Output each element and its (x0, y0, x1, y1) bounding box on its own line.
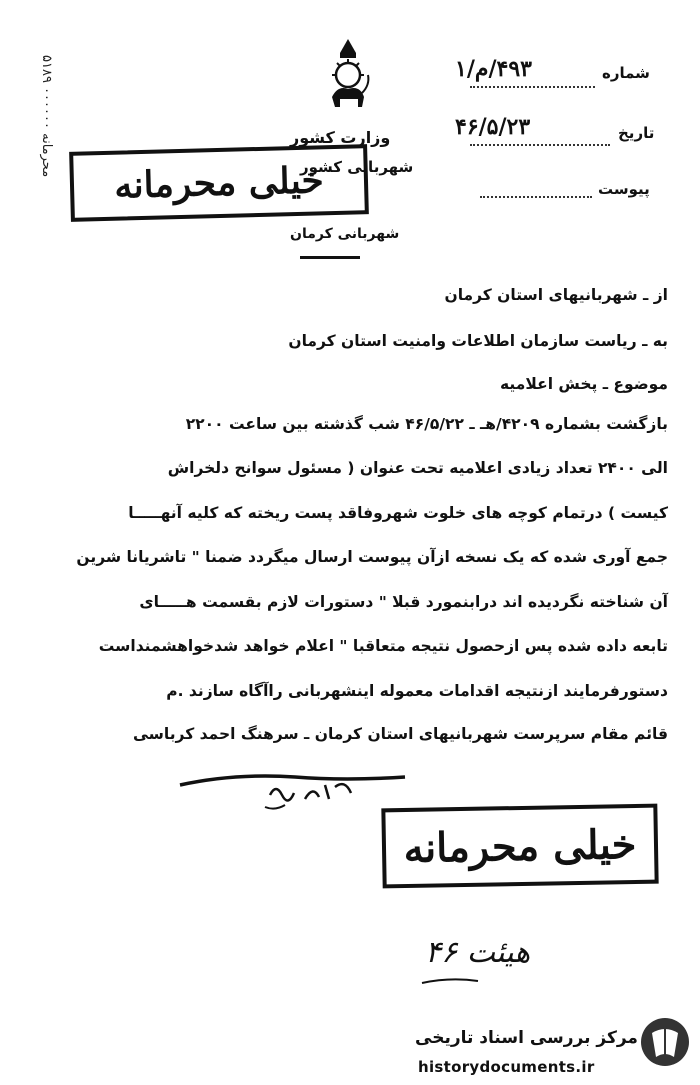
date-value: ۴۶/۵/۲۳ (455, 114, 531, 140)
department-name: شهربانی کشور (300, 158, 414, 176)
number-value: ۴۹۳/م/۱ (455, 56, 532, 82)
signature-mark (175, 755, 415, 815)
city-police-name: شهربانی کرمان (290, 226, 400, 242)
body-line: تابعه داده شده پس ازحصول نتیجه متعاقبا " اعلام خواهد شدخواهشمنداست (98, 637, 668, 655)
number-line (470, 84, 595, 88)
attachment-label: پیوست (598, 180, 650, 198)
body-line: آن شناخته نگردیده اند درابنمورد قبلا " دستورات لازم بقسمت هـــــای (139, 593, 668, 611)
number-label: شماره (602, 64, 650, 82)
archive-url[interactable]: historydocuments.ir (418, 1058, 595, 1076)
header-divider (300, 256, 360, 259)
date-line (470, 142, 610, 146)
handwritten-initials: هیئت ۴۶ (425, 935, 531, 970)
confidential-stamp-bottom (381, 804, 658, 889)
body-line: الی ۲۴۰۰ تعداد زیادی اعلامیه تحت عنوان ( مسئول سوانح دلخراش (167, 459, 668, 477)
from-line: از ـ شهربانیهای استان کرمان (444, 286, 668, 304)
signer-line: قائم مقام سرپرست شهربانیهای استان کرمان ـ سرهنگ احمد کرباسی (132, 725, 668, 743)
body-line: دستورفرمایند ازنتیجه اقدامات معموله اینشهربانی راآگاه سازند .م (166, 682, 668, 700)
body-line: بازگشت بشماره ۴۲۰۹/هـ ـ ۴۶/۵/۲۲ شب گذشته بین ساعت ۲۲۰۰ (185, 415, 668, 433)
date-label: تاریخ (618, 124, 655, 142)
to-line: به ـ ریاست سازمان اطلاعات وامنیت استان کرمان (288, 332, 668, 350)
confidential-stamp-bottom-text: خیلی محرمانه (403, 820, 637, 872)
subject-line: موضوع ـ پخش اعلامیه (500, 375, 668, 393)
archive-logo-icon (638, 1015, 693, 1070)
confidential-stamp-top (69, 144, 369, 222)
body-line: کیست ) درتمام کوچه های خلوت شهروفاقد پست ریخته که کلیه آنهـــــا (128, 504, 668, 522)
body-line: جمع آوری شده که یک نسخه ازآن پیوست ارسال میگردد ضمنا " تاشریانا شرین (76, 548, 668, 566)
initials-underline (420, 975, 480, 987)
ministry-name: وزارت کشور (290, 128, 391, 147)
lion-and-sun-emblem-icon (318, 35, 378, 115)
confidential-stamp-top-text: خیلی محرمانه (113, 159, 325, 207)
signature-text (270, 780, 272, 781)
attachment-line (480, 194, 592, 198)
archive-name: مرکز بررسی اسناد تاریخی (415, 1028, 638, 1048)
side-note: محرمانه ۰۰۰۰۰۰ ۵۱۸۹ (39, 55, 54, 178)
